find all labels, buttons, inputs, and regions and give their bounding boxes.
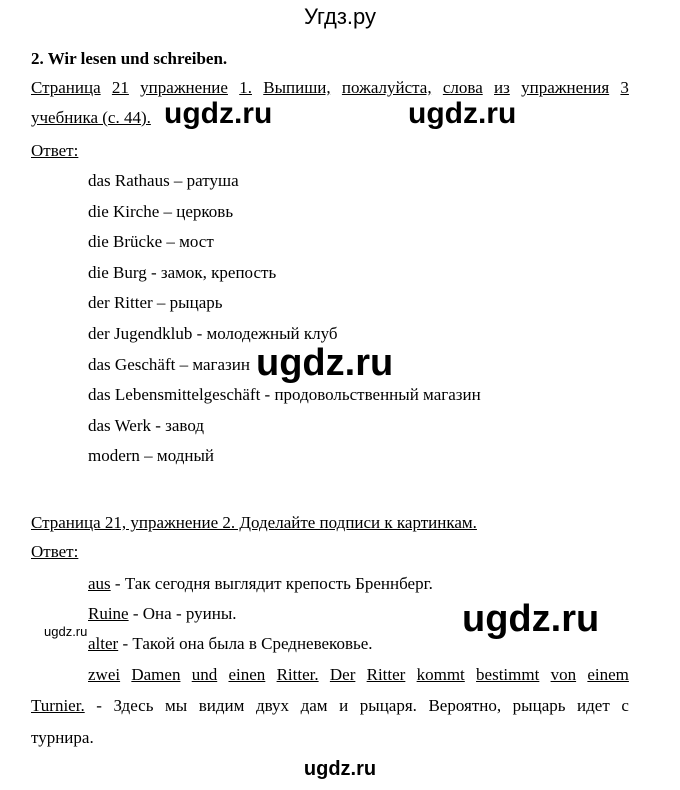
key-word: Ritter: [366, 665, 406, 684]
page-header-title: Угдз.ру: [303, 4, 377, 29]
caption-item-key-line1: [88, 665, 629, 685]
key-word: bestimmt: [476, 665, 540, 684]
page-footer: ugdz.ru: [303, 758, 377, 780]
watermark: ugdz.ru: [462, 598, 600, 640]
caption-text: - Так сегодня выглядит крепость Бреннберг.: [110, 574, 433, 593]
task-word: 1.: [239, 78, 252, 97]
caption-key: alter: [88, 634, 119, 653]
list-item: die Kirche – церковь: [88, 201, 234, 221]
watermark: ugdz.ru: [256, 342, 394, 384]
task-word: 3: [620, 78, 629, 97]
list-item: der Jugendklub - молодежный клуб: [88, 323, 338, 343]
key-word: Ritter.: [276, 665, 319, 684]
list-item: modern – модный: [88, 446, 214, 466]
exercise2-task: Страница 21, упражнение 2. Доделайте подписи к картинкам.: [31, 513, 477, 532]
text-word: рыцарь: [512, 696, 566, 715]
text-word: идет: [577, 696, 610, 715]
task-word: упражнение: [140, 78, 228, 97]
key-word: Turnier.: [31, 696, 85, 715]
caption-item: [88, 634, 373, 654]
text-word: Здесь: [113, 696, 154, 715]
caption-item-line2: [31, 696, 629, 716]
text-word: дам: [300, 696, 328, 715]
list-item: das Werk - завод: [88, 415, 204, 435]
list-item: die Brücke – мост: [88, 232, 214, 252]
key-word: Damen: [131, 665, 181, 684]
caption-key: Ruine: [88, 604, 129, 623]
caption-key: aus: [88, 574, 111, 593]
list-item: die Burg - замок, крепость: [88, 262, 277, 282]
key-word: kommt: [416, 665, 465, 684]
task-word: Страница: [31, 78, 101, 97]
text-word: видим: [198, 696, 245, 715]
caption-text: - Она - руины.: [128, 604, 237, 623]
task-word: 21: [111, 78, 129, 97]
watermark: ugdz.ru: [408, 97, 517, 130]
key-word: zwei: [88, 665, 121, 684]
watermark: ugdz.ru: [44, 624, 88, 639]
vocabulary-list: [88, 171, 481, 477]
caption-item: [88, 574, 433, 594]
text-word: рыцаря.: [359, 696, 417, 715]
text-word: Вероятно,: [428, 696, 502, 715]
caption-item: [88, 604, 237, 624]
list-item: der Ritter – рыцарь: [88, 293, 223, 313]
exercise2-answer-label: Ответ:: [31, 542, 79, 561]
list-item: das Geschäft – магазин: [88, 354, 250, 374]
exercise1-answer-label: Ответ:: [31, 141, 79, 160]
caption-text: - Такой она была в Средневековье.: [118, 634, 373, 653]
key-word: und: [191, 665, 218, 684]
text-word: и: [339, 696, 349, 715]
task-word: Выпиши,: [263, 78, 331, 97]
text-word: двух: [255, 696, 290, 715]
task-word: из: [494, 78, 510, 97]
watermark: ugdz.ru: [164, 97, 273, 130]
text-word: мы: [165, 696, 188, 715]
key-word: von: [550, 665, 577, 684]
list-item: das Lebensmittelgeschäft - продовольственный магазин: [88, 385, 481, 405]
key-word: Der: [329, 665, 356, 684]
text-word: с: [621, 696, 629, 715]
key-word: einem: [587, 665, 629, 684]
task-word: пожалуйста,: [341, 78, 432, 97]
task-word: слова: [442, 78, 483, 97]
key-word: einen: [228, 665, 266, 684]
exercise1-task-line1: [31, 78, 629, 98]
text-word: -: [96, 696, 102, 715]
exercise1-task-line2: учебника (с. 44).: [31, 108, 151, 127]
task-word: упражнения: [521, 78, 610, 97]
list-item: das Rathaus – ратуша: [88, 171, 239, 190]
section-title: 2. Wir lesen und schreiben.: [31, 49, 228, 68]
caption-item-line3: турнира.: [31, 728, 94, 747]
